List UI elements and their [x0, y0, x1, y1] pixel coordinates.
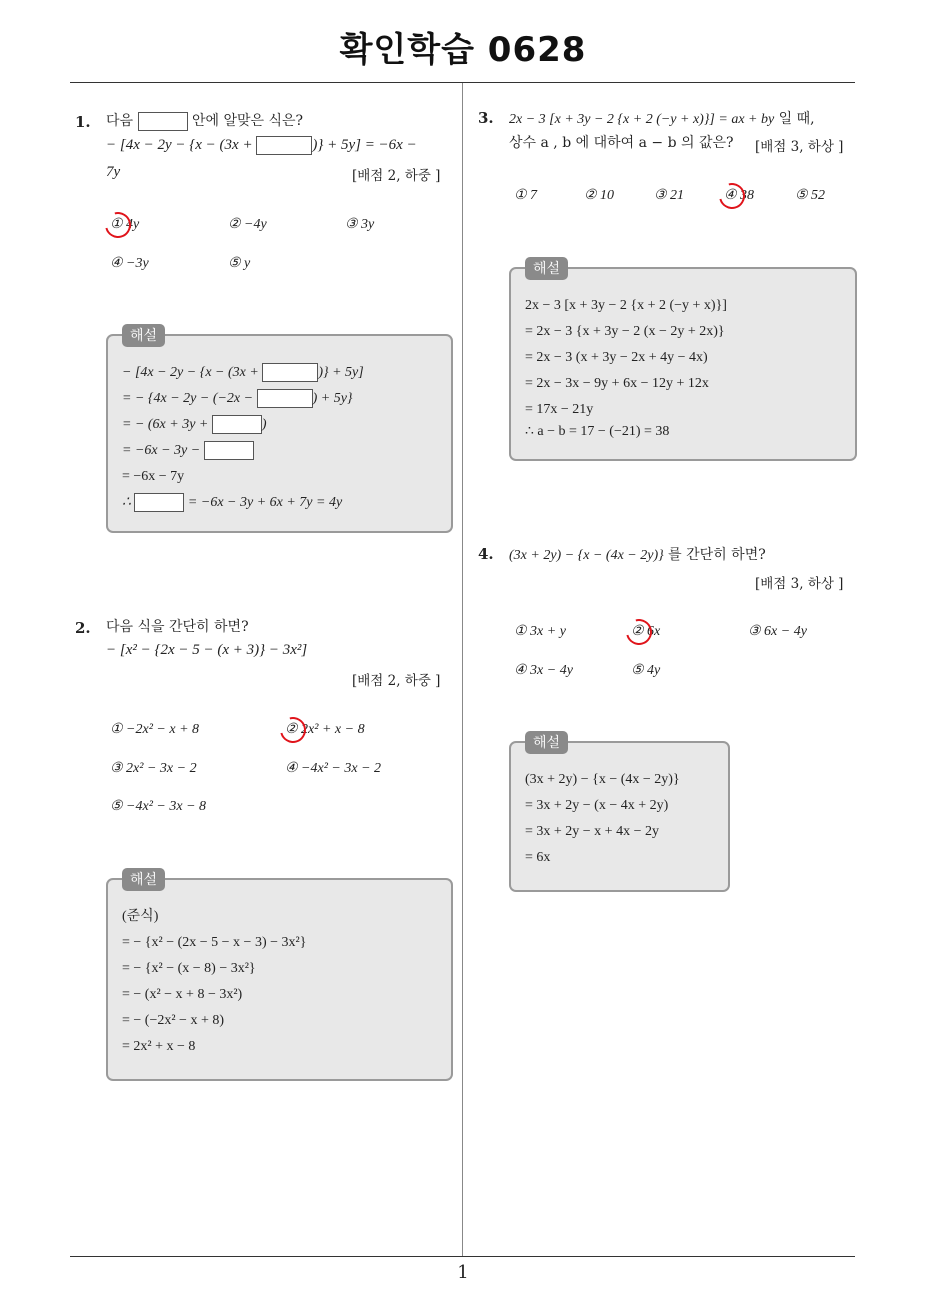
stem-text: 일 때, — [778, 111, 815, 127]
problem-meta: [배점 2, 하중 ] — [352, 168, 441, 184]
solution-line: (3x + 2y) − {x − (4x − 2y)} — [525, 772, 680, 787]
solution-box — [509, 261, 857, 461]
expression-part: )} + 5y] = −6x − — [312, 136, 417, 153]
problem-expression: − [x² − {2x − 5 − (x + 3)} − 3x²] — [106, 642, 308, 658]
solution-line: = 6x — [525, 850, 551, 865]
answer-mark-icon — [100, 207, 136, 243]
answer-blank — [134, 493, 184, 512]
solution-text: = −6x − 3y + 6x + 7y = 4y — [187, 495, 343, 510]
choice-3[interactable]: ③ 6x − 4y — [748, 624, 807, 639]
solution-line: = 2x² + x − 8 — [122, 1039, 196, 1054]
answer-blank — [212, 415, 262, 434]
solution-line: = 3x + 2y − (x − 4x + 2y) — [525, 798, 669, 813]
answer-blank — [262, 363, 318, 382]
choice-4[interactable]: ④ −4x² − 3x − 2 — [285, 761, 382, 776]
problem-meta: [배점 2, 하중 ] — [352, 673, 441, 689]
solution-line: = 17x − 21y — [525, 402, 594, 417]
problem-stem — [509, 542, 766, 568]
expression-part: − [4x − 2y − {x − (3x + — [106, 136, 253, 153]
column-divider — [462, 83, 463, 1256]
problem-number: 2. — [75, 619, 91, 637]
answer-blank — [138, 112, 188, 131]
choice-3[interactable]: ③ 2x² − 3x − 2 — [110, 761, 197, 776]
solution-tag: 해설 — [525, 257, 568, 280]
expression-continued: 7y — [106, 164, 121, 180]
problem-number: 1. — [75, 113, 91, 131]
solution-line: = − (−2x² − x + 8) — [122, 1013, 224, 1028]
problem-expression — [106, 136, 417, 155]
choice-4[interactable]: ④ −3y — [110, 256, 149, 271]
footer-rule — [70, 1256, 855, 1257]
choice-5[interactable]: ⑤ −4x² − 3x − 8 — [110, 799, 207, 814]
solution-line — [122, 412, 267, 438]
solution-text: = − (6x + 3y + — [122, 417, 209, 432]
problem-meta: [배점 3, 하상 ] — [755, 576, 844, 592]
solution-text: = −6x − 3y − — [122, 443, 201, 458]
problem-number: 4. — [478, 545, 494, 563]
solution-text: ∴ — [122, 495, 131, 510]
solution-box — [106, 328, 453, 533]
choice-2[interactable]: ② 2x² + x − 8 — [285, 722, 365, 737]
problem-expression: 2x − 3 [x + 3y − 2 {x + 2 (−y + x)}] = ax + by — [509, 112, 775, 127]
solution-line: = −6x − 7y — [122, 469, 185, 484]
solution-line: = − {x² − (x − 8) − 3x²} — [122, 961, 256, 976]
answer-blank — [256, 136, 312, 155]
solution-line: = 2x − 3 (x + 3y − 2x + 4y − 4x) — [525, 350, 708, 365]
stem-text: 다음 — [106, 113, 134, 129]
problem-stem — [509, 106, 815, 132]
solution-line: 2x − 3 [x + 3y − 2 {x + 2 (−y + x)}] — [525, 298, 727, 313]
solution-text: ) + 5y} — [312, 391, 353, 406]
problem-stem — [106, 108, 303, 134]
choice-2[interactable]: ② −4y — [228, 217, 267, 232]
solution-box — [509, 735, 730, 892]
solution-tag: 해설 — [525, 731, 568, 754]
solution-line: = 2x − 3x − 9y + 6x − 12y + 12x — [525, 376, 709, 391]
choice-4[interactable]: ④ 38 — [724, 188, 755, 203]
solution-line: ∴ a − b = 17 − (−21) = 38 — [525, 424, 670, 439]
answer-mark-icon — [714, 178, 750, 214]
problem-stem: 다음 식을 간단히 하면? — [106, 619, 249, 635]
solution-line — [122, 386, 353, 412]
problem-number: 3. — [478, 109, 494, 127]
choice-1[interactable]: ① 4y — [110, 217, 140, 232]
choice-4[interactable]: ④ 3x − 4y — [514, 663, 573, 678]
solution-tag: 해설 — [122, 324, 165, 347]
choice-5[interactable]: ⑤ 52 — [795, 188, 826, 203]
solution-text: ) — [261, 417, 267, 432]
solution-text: )} + 5y] — [318, 365, 364, 380]
problem-meta: [배점 3, 하상 ] — [755, 139, 844, 155]
stem-text: 안에 알맞은 식은? — [191, 113, 304, 129]
solution-line — [122, 438, 254, 464]
problem-expression: (3x + 2y) − {x − (4x − 2y)} — [509, 548, 664, 563]
page-number: 1 — [457, 1262, 469, 1283]
choice-3[interactable]: ③ 21 — [654, 188, 685, 203]
choice-5[interactable]: ⑤ y — [228, 256, 251, 271]
stem-text: 를 간단히 하면? — [668, 547, 766, 563]
choice-1[interactable]: ① 3x + y — [514, 624, 566, 639]
solution-tag: 해설 — [122, 868, 165, 891]
choice-5[interactable]: ⑤ 4y — [631, 663, 661, 678]
choice-1[interactable]: ① 7 — [514, 188, 538, 203]
solution-text: = − {4x − 2y − (−2x − — [122, 391, 254, 406]
choice-1[interactable]: ① −2x² − x + 8 — [110, 722, 200, 737]
solution-line: = − {x² − (2x − 5 − x − 3) − 3x²} — [122, 935, 307, 950]
choice-3[interactable]: ③ 3y — [345, 217, 375, 232]
stem-line-2: 상수 a , b 에 대하여 a − b 의 값은? — [509, 135, 734, 151]
choice-2[interactable]: ② 10 — [584, 188, 615, 203]
solution-line: = − (x² − x + 8 − 3x²) — [122, 987, 243, 1002]
answer-blank — [257, 389, 313, 408]
solution-line: = 3x + 2y − x + 4x − 2y — [525, 824, 659, 839]
answer-mark-icon — [621, 614, 657, 650]
answer-blank — [204, 441, 254, 460]
solution-line: (준식) — [122, 909, 159, 924]
solution-line — [122, 360, 364, 386]
answer-mark-icon — [275, 712, 311, 748]
solution-text: − [4x − 2y − {x − (3x + — [122, 365, 259, 380]
solution-box — [106, 872, 453, 1081]
choice-2[interactable]: ② 6x — [631, 624, 661, 639]
page-title: 확인학습 0628 — [339, 30, 587, 70]
solution-line — [122, 490, 342, 516]
solution-line: = 2x − 3 {x + 3y − 2 (x − 2y + 2x)} — [525, 324, 725, 339]
